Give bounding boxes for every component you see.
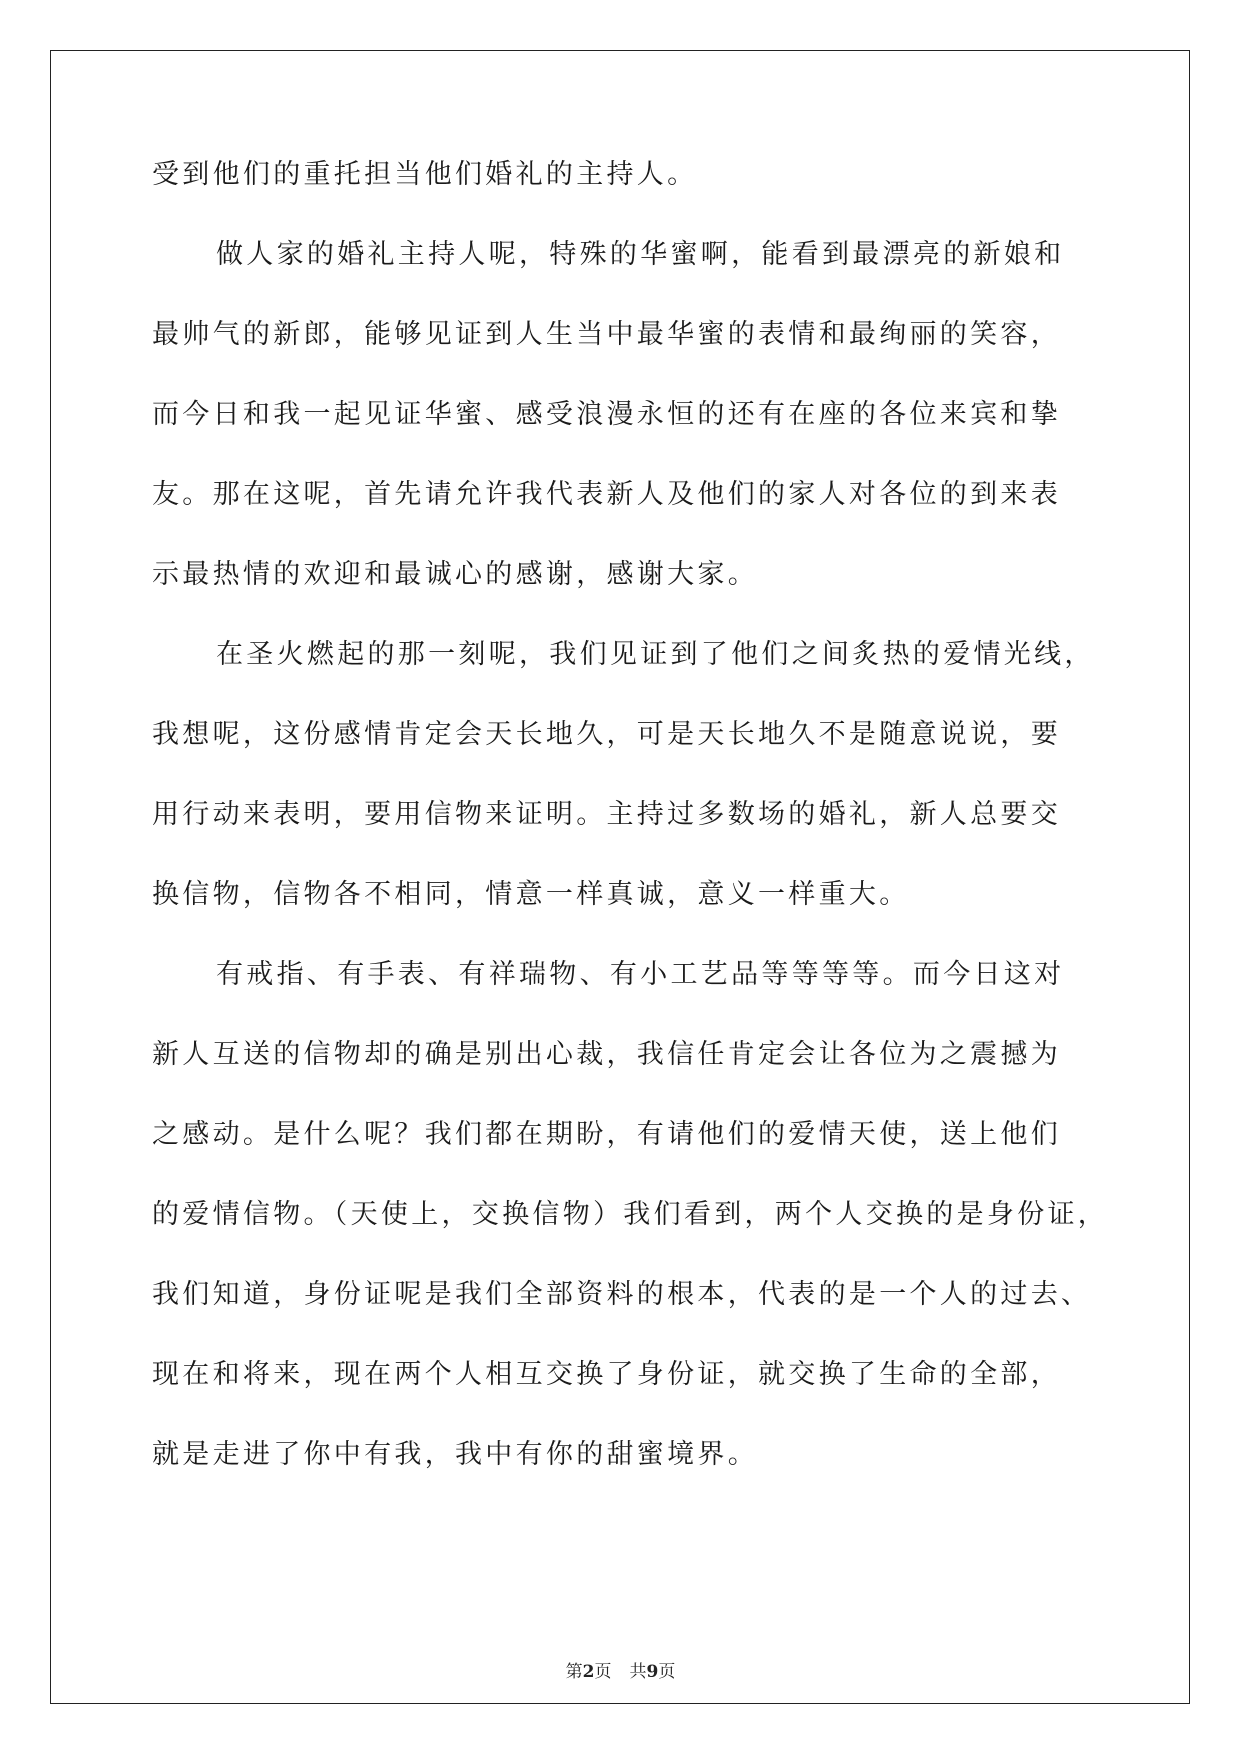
text-line: 我们知道，身份证呢是我们全部资料的根本，代表的是一个人的过去、 — [152, 1279, 1092, 1310]
text-line: 换信物，信物各不相同，情意一样真诚，意义一样重大。 — [152, 879, 910, 910]
text-line: 示最热情的欢迎和最诚心的感谢，感谢大家。 — [152, 559, 758, 590]
page-suffix: 页 — [594, 1662, 612, 1682]
page-prefix: 第 — [565, 1662, 583, 1682]
paragraph-first-line: 在圣火燃起的那一刻呢，我们见证到了他们之间炙热的爱情光线， — [216, 639, 1095, 670]
text-line: 受到他们的重托担当他们婚礼的主持人。 — [152, 159, 698, 190]
text-line: 最帅气的新郎，能够见证到人生当中最华蜜的表情和最绚丽的笑容， — [152, 319, 1061, 350]
total-suffix: 页 — [658, 1662, 676, 1682]
text-line: 友。那在这呢，首先请允许我代表新人及他们的家人对各位的到来表 — [152, 479, 1061, 510]
text-line: 现在和将来，现在两个人相互交换了身份证，就交换了生命的全部， — [152, 1359, 1061, 1390]
page-footer — [0, 1660, 1241, 1684]
text-line: 新人互送的信物却的确是别出心裁，我信任肯定会让各位为之震撼为 — [152, 1039, 1061, 1070]
text-line: 我想呢，这份感情肯定会天长地久，可是天长地久不是随意说说，要 — [152, 719, 1061, 750]
text-line: 就是走进了你中有我，我中有你的甜蜜境界。 — [152, 1439, 758, 1470]
text-line: 用行动来表明，要用信物来证明。主持过多数场的婚礼，新人总要交 — [152, 799, 1061, 830]
current-page-number: 2 — [582, 1662, 595, 1682]
total-page-number: 9 — [646, 1662, 659, 1682]
text-line: 的爱情信物。（天使上，交换信物）我们看到，两个人交换的是身份证， — [152, 1199, 1109, 1230]
total-prefix: 共 — [629, 1662, 647, 1682]
text-line: 而今日和我一起见证华蜜、感受浪漫永恒的还有在座的各位来宾和挚 — [152, 399, 1061, 430]
paragraph-first-line: 有戒指、有手表、有祥瑞物、有小工艺品等等等等。而今日这对 — [216, 959, 1065, 990]
paragraph-first-line: 做人家的婚礼主持人呢，特殊的华蜜啊，能看到最漂亮的新娘和 — [216, 239, 1065, 270]
text-line: 之感动。是什么呢？我们都在期盼，有请他们的爱情天使，送上他们 — [152, 1119, 1061, 1150]
